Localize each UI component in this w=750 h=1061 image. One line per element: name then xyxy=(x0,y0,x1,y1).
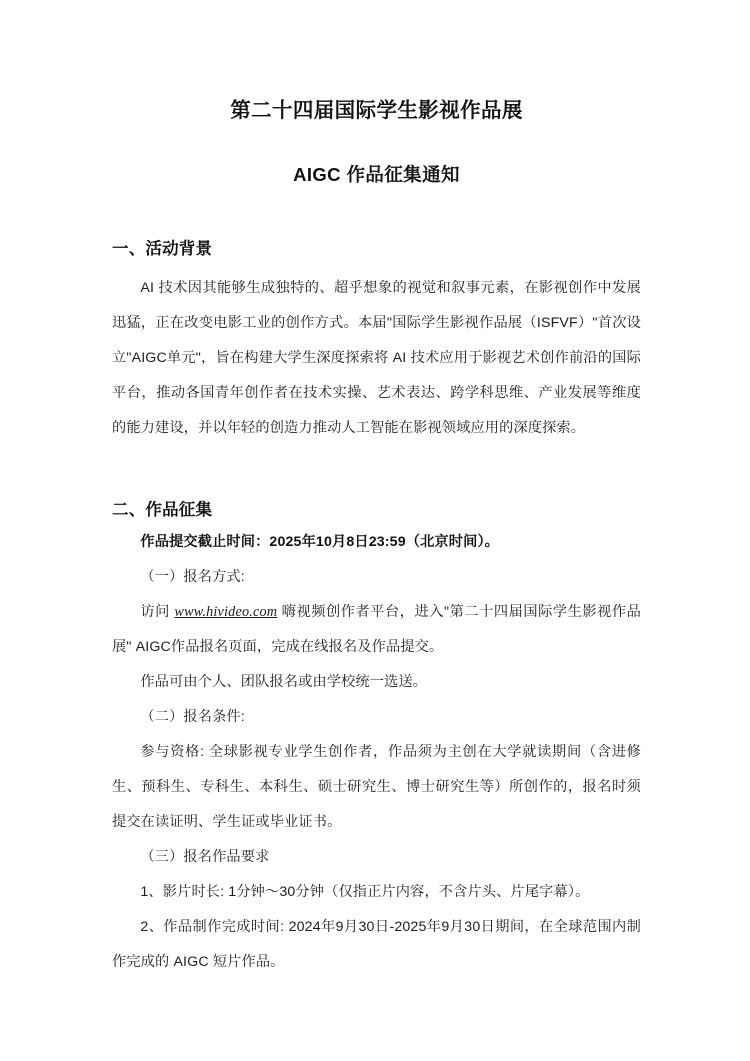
document-title: 第二十四届国际学生影视作品展 xyxy=(230,99,523,122)
subsection-label-work-requirements: （三）报名作品要求 xyxy=(140,849,270,865)
section-heading-background: 一、活动背景 xyxy=(112,239,213,258)
section-heading-submission: 二、作品征集 xyxy=(112,501,213,520)
document-subtitle: AIGC 作品征集通知 xyxy=(293,163,460,185)
registration-method-line xyxy=(112,595,641,665)
requirement-duration: 1、影片时长: 1分钟～30分钟（仅指正片内容，不含片头、片尾字幕）。 xyxy=(140,884,590,900)
eligibility-paragraph: 参与资格: 全球影视专业学生创作者，作品须为主创在大学就读期间（含进修生、预科生、专科生、本科生、硕士研究生、博士研究生等）所创作的，报名时须提交在读证明、学生证或毕业证书。 xyxy=(112,744,641,830)
registration-entity-line: 作品可由个人、团队报名或由学校统一选送。 xyxy=(140,674,428,690)
document-body xyxy=(112,0,641,980)
background-paragraph: AI 技术因其能够生成独特的、超乎想象的视觉和叙事元素，在影视创作中发展迅猛，正在改变电影工业的创作方式。本届"国际学生影视作品展（ISFVF）"首次设立"AIGC单元"，旨在构建大学生深度探索将 AI 技术应用于影视艺术创作前沿的国际平台，推动各国青年创作者在技术实操、艺术表达、跨学科思维、产业发展等维度的能力建设，并以年轻的创造力推动人工智能在影视领域应用的深度探索。 xyxy=(112,280,641,437)
registration-method-text-after: 嗨视频创作者平台，进入"第二十四届国际学生影视作品展" AIGC作品报名页面，完成在线报名及作品提交。 xyxy=(112,604,641,655)
title-block xyxy=(112,0,641,189)
submission-deadline: 作品提交截止时间：2025年10月8日23:59（北京时间）。 xyxy=(140,534,500,550)
hivideo-website-link[interactable]: www.hivideo.com xyxy=(174,604,278,620)
requirement-production-date: 2、作品制作完成时间: 2024年9月30日-2025年9月30日期间，在全球范围内制作完成的 AIGC 短片作品。 xyxy=(112,919,641,970)
registration-method-text-before: 访问 xyxy=(140,604,175,620)
subsection-label-registration-method: （一）报名方式: xyxy=(140,569,245,585)
subsection-label-eligibility: （二）报名条件: xyxy=(140,709,245,725)
